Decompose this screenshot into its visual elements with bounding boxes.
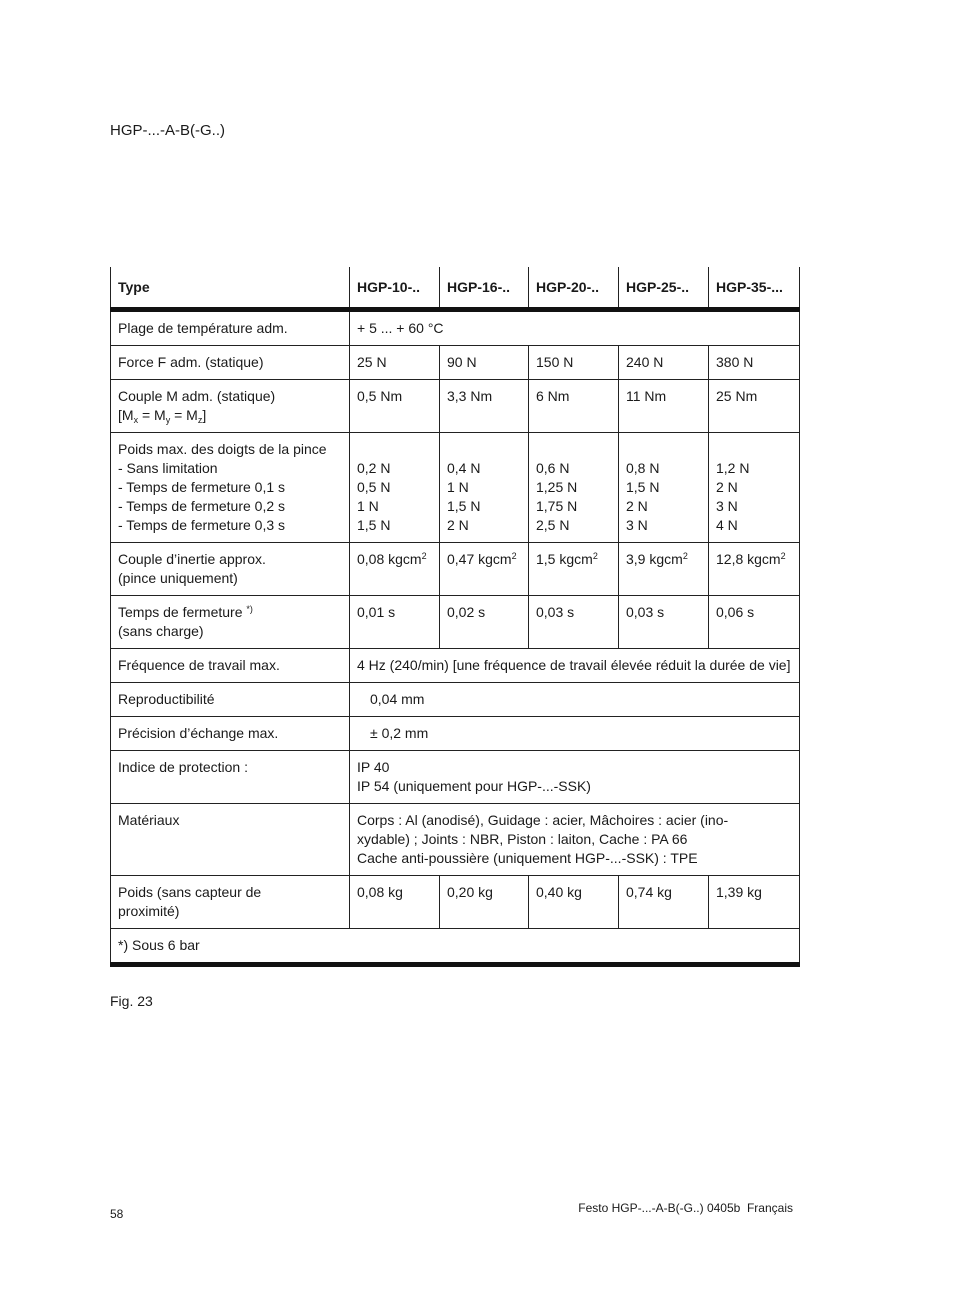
row-label: Indice de protection : xyxy=(111,751,350,804)
label-line: proximité) xyxy=(118,903,180,919)
table-cell xyxy=(350,543,440,596)
cell-line: 1 N xyxy=(447,479,469,495)
header-hgp-20: HGP-20-.. xyxy=(529,267,619,310)
label-line: Couple d’inertie approx. xyxy=(118,551,266,567)
cell-line: 3 N xyxy=(716,498,738,514)
cell-line: 3 N xyxy=(626,517,648,533)
row-label: Matériaux xyxy=(111,804,350,876)
row-label xyxy=(111,596,350,649)
protection-value xyxy=(350,751,800,804)
cell-line: 0,4 N xyxy=(447,460,481,476)
table-row-footnote xyxy=(111,929,800,965)
label-text: = M xyxy=(138,407,166,423)
cell-line: 2 N xyxy=(716,479,738,495)
cell-line: 1,75 N xyxy=(536,498,578,514)
label-line: (pince uniquement) xyxy=(118,570,238,586)
cell-line: 0,8 N xyxy=(626,460,660,476)
table-cell xyxy=(350,433,440,543)
figure-caption: Fig. 23 xyxy=(110,993,153,1009)
label-line: - Temps de fermeture 0,1 s xyxy=(118,479,286,495)
table-cell: 0,02 s xyxy=(440,596,529,649)
table-cell xyxy=(619,433,709,543)
row-label: Précision d’échange max. xyxy=(111,717,350,751)
table-cell xyxy=(440,543,529,596)
label-line: Poids (sans capteur de xyxy=(118,884,262,900)
table-cell: 0,20 kg xyxy=(440,876,529,929)
table-cell xyxy=(529,433,619,543)
cell-value: 0,08 kgcm xyxy=(357,551,422,567)
table-row-couple xyxy=(111,380,800,433)
table-cell: 25 N xyxy=(350,346,440,380)
subscript-z: z xyxy=(197,415,203,425)
cell-value: 3,9 kgcm xyxy=(626,551,683,567)
materials-value xyxy=(350,804,800,876)
table-row-weight xyxy=(111,876,800,929)
exponent: 2 xyxy=(592,551,598,561)
row-label xyxy=(111,876,350,929)
cell-line: 4 N xyxy=(716,517,738,533)
exponent: 2 xyxy=(511,551,517,561)
cell-line: 1,25 N xyxy=(536,479,578,495)
label-text: [M xyxy=(118,407,134,423)
cell-value: 0,47 kgcm xyxy=(447,551,512,567)
cell-line: 1,2 N xyxy=(716,460,750,476)
cell-line: 1,5 N xyxy=(447,498,481,514)
table-row-force xyxy=(111,346,800,380)
table-row-repeatability xyxy=(111,683,800,717)
cell-line: 1,5 N xyxy=(626,479,660,495)
cell-value: 12,8 kgcm xyxy=(716,551,781,567)
temperature-value: + 5 ... + 60 °C xyxy=(350,310,800,346)
cell-line: Cache anti-poussière (uniquement HGP-...-SSK) : TPE xyxy=(357,850,698,866)
cell-line: 1 N xyxy=(357,498,379,514)
table-row-protection xyxy=(111,751,800,804)
table-cell: 0,40 kg xyxy=(529,876,619,929)
cell-line: xydable) ; Joints : NBR, Piston : laiton, Cache : PA 66 xyxy=(357,831,688,847)
cell-line: 0,5 N xyxy=(357,479,391,495)
table-cell: 0,08 kg xyxy=(350,876,440,929)
cell-line: 2 N xyxy=(447,517,469,533)
table-row-precision xyxy=(111,717,800,751)
table-cell: 3,3 Nm xyxy=(440,380,529,433)
table-footnote: *) Sous 6 bar xyxy=(111,929,800,965)
cell-line: 0,2 N xyxy=(357,460,391,476)
frequency-value: 4 Hz (240/min) [une fréquence de travail élevée réduit la durée de vie] xyxy=(350,649,800,683)
cell-line: 2 N xyxy=(626,498,648,514)
page-number: 58 xyxy=(110,1207,124,1221)
precision-value: ± 0,2 mm xyxy=(350,717,800,751)
table-cell xyxy=(440,433,529,543)
row-label: Fréquence de travail max. xyxy=(111,649,350,683)
table-row-temperature xyxy=(111,310,800,346)
label-text: = M xyxy=(170,407,198,423)
label-text: ] xyxy=(202,407,207,423)
couple-label-line1: Couple M adm. (statique) xyxy=(118,388,276,404)
row-label xyxy=(111,433,350,543)
label-line: - Temps de fermeture 0,2 s xyxy=(118,498,286,514)
row-label: Plage de température adm. xyxy=(111,310,350,346)
label-line: - Sans limitation xyxy=(118,460,218,476)
table-cell: 25 Nm xyxy=(709,380,800,433)
table-cell: 240 N xyxy=(619,346,709,380)
closing-time-label-line1 xyxy=(118,603,342,622)
table-cell xyxy=(709,433,800,543)
cell-line: 1,5 N xyxy=(357,517,391,533)
table-cell: 0,5 Nm xyxy=(350,380,440,433)
table-cell: 0,03 s xyxy=(619,596,709,649)
row-label xyxy=(111,380,350,433)
table-cell: 11 Nm xyxy=(619,380,709,433)
table-cell: 150 N xyxy=(529,346,619,380)
label-line: Poids max. des doigts de la pince xyxy=(118,441,327,457)
table-row-inertia xyxy=(111,543,800,596)
table-cell xyxy=(619,543,709,596)
header-type: Type xyxy=(111,267,350,310)
exponent: 2 xyxy=(780,551,786,561)
header-hgp-10: HGP-10-.. xyxy=(350,267,440,310)
cell-line: 2,5 N xyxy=(536,517,570,533)
table-cell: 0,03 s xyxy=(529,596,619,649)
row-label xyxy=(111,543,350,596)
cell-line: Corps : Al (anodisé), Guidage : acier, Mâchoires : acier (ino- xyxy=(357,812,729,828)
cell-line: 0,6 N xyxy=(536,460,570,476)
table-row-closing-time xyxy=(111,596,800,649)
header-hgp-35: HGP-35-... xyxy=(709,267,800,310)
row-label: Reproductibilité xyxy=(111,683,350,717)
table-row-finger-weight xyxy=(111,433,800,543)
table-cell: 380 N xyxy=(709,346,800,380)
header-hgp-25: HGP-25-.. xyxy=(619,267,709,310)
table-cell: 1,39 kg xyxy=(709,876,800,929)
cell-line: IP 40 xyxy=(357,759,390,775)
cell-line: IP 54 (uniquement pour HGP-...-SSK) xyxy=(357,778,591,794)
page-header-title: HGP-...-A-B(-G..) xyxy=(110,122,225,139)
couple-label-line2 xyxy=(118,406,342,425)
table-cell: 0,06 s xyxy=(709,596,800,649)
cell-value: 1,5 kgcm xyxy=(536,551,593,567)
table-row-frequency xyxy=(111,649,800,683)
row-label: Force F adm. (statique) xyxy=(111,346,350,380)
label-line: - Temps de fermeture 0,3 s xyxy=(118,517,286,533)
exponent: 2 xyxy=(682,551,688,561)
table-cell xyxy=(709,543,800,596)
table-row-materials xyxy=(111,804,800,876)
header-hgp-16: HGP-16-.. xyxy=(440,267,529,310)
table-cell: 90 N xyxy=(440,346,529,380)
subscript-y: y xyxy=(165,415,171,425)
page-footer: Festo HGP-...-A-B(-G..) 0405b Français xyxy=(578,1201,793,1215)
table-cell: 0,74 kg xyxy=(619,876,709,929)
label-text: Temps de fermeture xyxy=(118,604,247,620)
table-header-row xyxy=(111,267,800,310)
repeatability-value: 0,04 mm xyxy=(350,683,800,717)
exponent: 2 xyxy=(421,551,427,561)
subscript-x: x xyxy=(133,415,139,425)
table-cell xyxy=(529,543,619,596)
technical-data-table xyxy=(110,267,800,967)
table-cell: 0,01 s xyxy=(350,596,440,649)
label-line: (sans charge) xyxy=(118,623,204,639)
table-cell: 6 Nm xyxy=(529,380,619,433)
footnote-mark: *) xyxy=(246,604,253,614)
